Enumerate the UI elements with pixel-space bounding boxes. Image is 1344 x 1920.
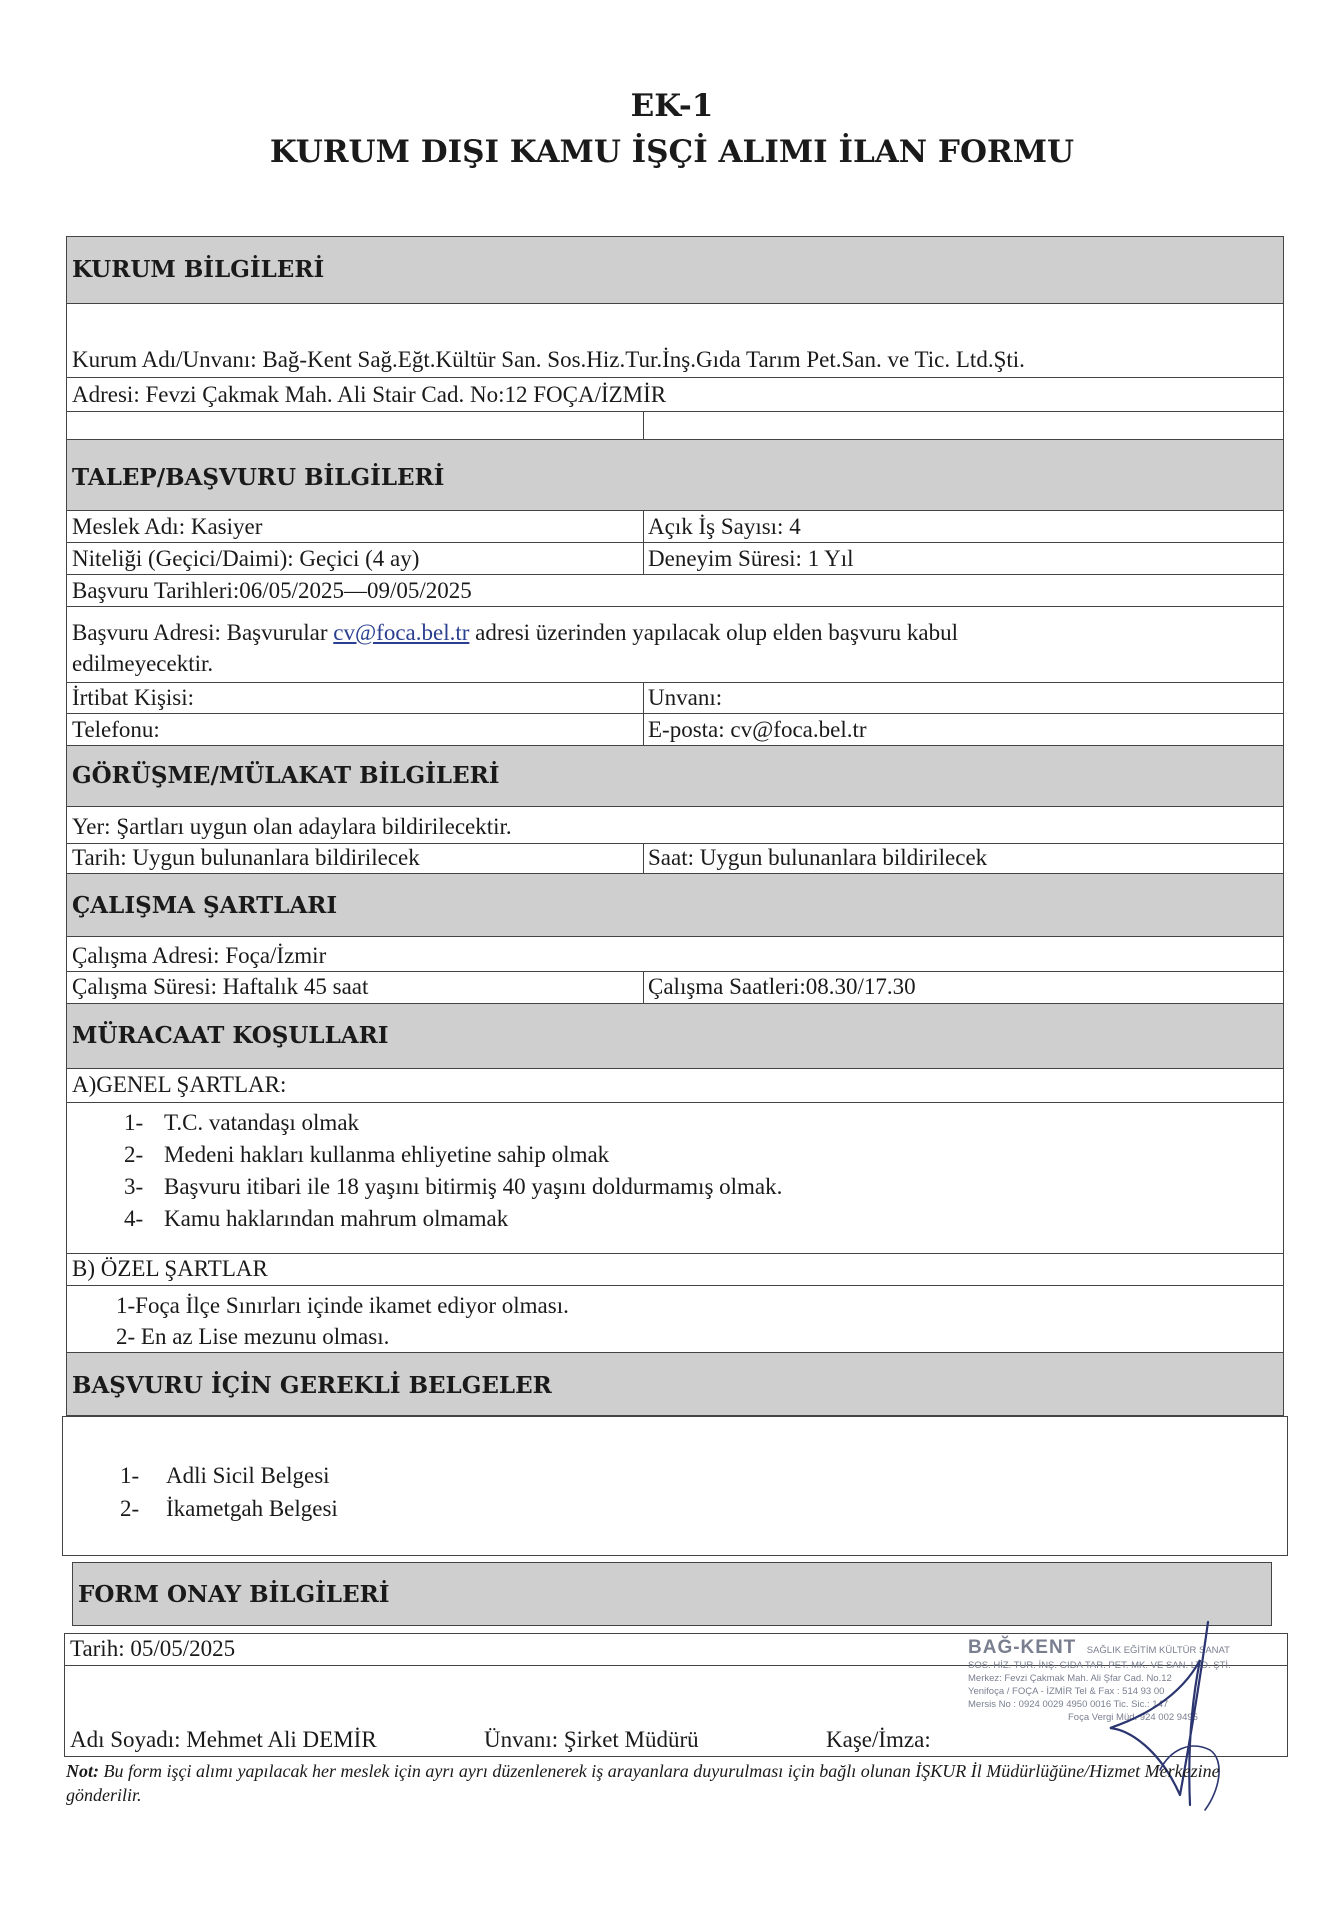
onay-tarih: Tarih: 05/05/2025 <box>70 1636 236 1661</box>
gorusme-yer: Yer: Şartları uygun olan adaylara bildirilecektir. <box>72 814 512 839</box>
genel-sart-3-num: 3- <box>124 1174 144 1199</box>
section-title-onay: FORM ONAY BİLGİLERİ <box>78 1581 390 1608</box>
calisma-suresi: Çalışma Süresi: Haftalık 45 saat <box>72 974 369 999</box>
deneyim-suresi: Deneyim Süresi: 1 Yıl <box>648 546 854 571</box>
basvuru-adresi: Başvuru Adresi: Başvurular cv@foca.bel.tr adresi üzerinden yapılacak olup elden başvuru kabul <box>72 620 958 645</box>
meslek-adi: Meslek Adı: Kasiyer <box>72 514 263 539</box>
gorusme-tarih: Tarih: Uygun bulunanlara bildirilecek <box>72 845 420 870</box>
section-title-belgeler: BAŞVURU İÇİN GEREKLİ BELGELER <box>72 1372 552 1399</box>
genel-sart-2: Medeni hakları kullanma ehliyetine sahip olmak <box>164 1142 610 1167</box>
ozel-sart-1: 1-Foça İlçe Sınırları içinde ikamet ediyor olması. <box>116 1293 569 1318</box>
unvan: Unvanı: <box>648 685 723 710</box>
genel-sart-2-num: 2- <box>124 1142 144 1167</box>
genel-sart-1: T.C. vatandaşı olmak <box>164 1110 360 1135</box>
acik-is-sayisi: Açık İş Sayısı: 4 <box>648 514 801 539</box>
footer-note: Not: Bu form işçi alımı yapılacak her meslek için ayrı ayrı düzenlenerek iş arayanlara duyurulması için bağlı olunan İŞKUR İl Müdürlüğüne/Hizmet Merkezine gönderilir. <box>66 1761 1220 1805</box>
section-title-talep: TALEP/BAŞVURU BİLGİLERİ <box>72 464 445 491</box>
genel-sart-3: Başvuru itibari ile 18 yaşını bitirmiş 40 yaşını doldurmamış olmak. <box>164 1174 783 1199</box>
e-posta: E-posta: cv@foca.bel.tr <box>648 717 867 742</box>
niteligi: Niteliği (Geçici/Daimi): Geçici (4 ay) <box>72 546 420 571</box>
section-title-calisma: ÇALIŞMA ŞARTLARI <box>72 892 338 919</box>
ozel-sartlar-title: B) ÖZEL ŞARTLAR <box>72 1256 268 1281</box>
gorusme-saat: Saat: Uygun bulunanlara bildirilecek <box>648 845 988 870</box>
calisma-saatleri: Çalışma Saatleri:08.30/17.30 <box>648 974 916 999</box>
section-title-gorusme: GÖRÜŞME/MÜLAKAT BİLGİLERİ <box>72 762 500 789</box>
onay-unvan: Ünvanı: Şirket Müdürü <box>484 1727 699 1752</box>
genel-sartlar-title: A)GENEL ŞARTLAR: <box>72 1072 287 1097</box>
adi-soyadi: Adı Soyadı: Mehmet Ali DEMİR <box>70 1727 377 1752</box>
genel-sart-4: Kamu haklarından mahrum olmamak <box>164 1206 509 1231</box>
genel-sart-4-num: 4- <box>124 1206 144 1231</box>
telefon: Telefonu: <box>72 717 160 742</box>
company-stamp: BAĞ-KENT SAĞLIK EĞİTİM KÜLTÜR SANAT SOS. HİZ. TUR. İNŞ. GIDA TAR. PET. MK. VE SAN. LTD. ŞTİ. Merkez: Fevzi Çakmak Mah. Ali Şfar Cad. No.12 Yenifoça / FOÇA - İZMİR Tel & Fax : 514 93 00 Mersis No : 0924 0029 4950 0016 Tic. Sic.: 147 Foça Vergi Müd. 924 002 9495 <box>968 1637 1231 1723</box>
section-title-muracaat: MÜRACAAT KOŞULLARI <box>72 1022 389 1049</box>
section-title-kurum: KURUM BİLGİLERİ <box>72 256 325 283</box>
calisma-adresi: Çalışma Adresi: Foça/İzmir <box>72 943 327 968</box>
kase-imza: Kaşe/İmza: <box>826 1727 931 1752</box>
belge-1-num: 1- <box>120 1463 140 1488</box>
kurum-name: Kurum Adı/Unvanı: Bağ-Kent Sağ.Eğt.Kültür San. Sos.Hiz.Tur.İnş.Gıda Tarım Pet.San. ve Tic. Ltd.Şti. <box>72 347 1025 372</box>
basvuru-tarihleri: Başvuru Tarihleri:06/05/2025—09/05/2025 <box>72 578 472 603</box>
document-code: EK-1 <box>630 88 714 124</box>
belge-1: Adli Sicil Belgesi <box>166 1463 330 1488</box>
kurum-address: Adresi: Fevzi Çakmak Mah. Ali Stair Cad. No:12 FOÇA/İZMİR <box>72 382 667 407</box>
ozel-sart-2: 2- En az Lise mezunu olması. <box>116 1324 390 1349</box>
email-link[interactable]: cv@foca.bel.tr <box>333 620 470 645</box>
basvuru-adresi-cont: edilmeyecektir. <box>72 651 214 676</box>
document-title: KURUM DIŞI KAMU İŞÇİ ALIMI İLAN FORMU <box>269 134 1075 170</box>
belge-2-num: 2- <box>120 1496 140 1521</box>
irtibat-kisisi: İrtibat Kişisi: <box>72 685 195 710</box>
belge-2: İkametgah Belgesi <box>166 1496 338 1521</box>
genel-sart-1-num: 1- <box>124 1110 144 1135</box>
